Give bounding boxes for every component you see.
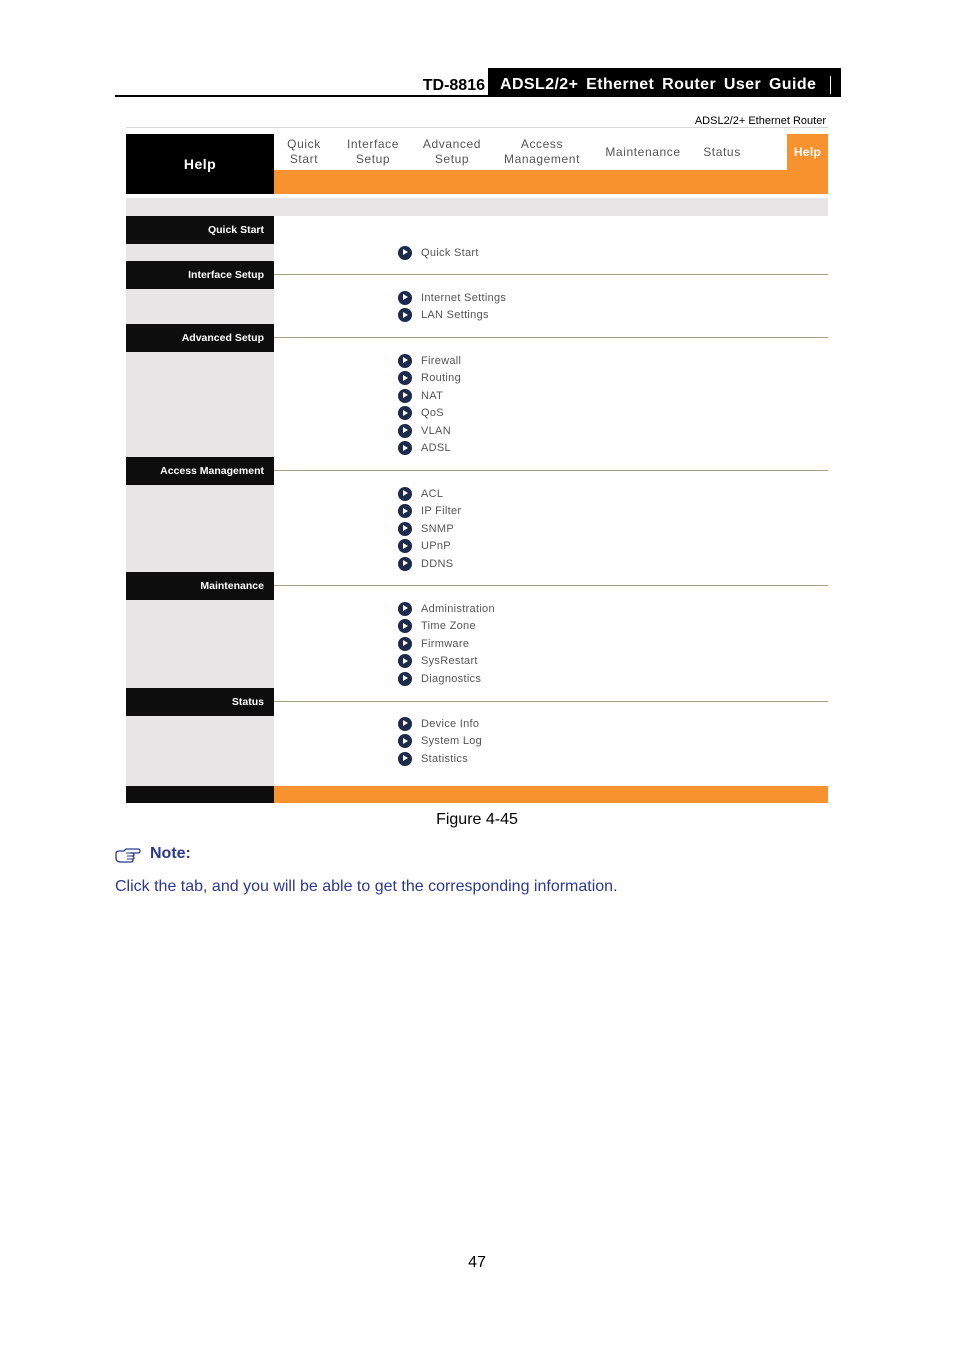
document-header	[115, 68, 841, 98]
document-title-box	[488, 68, 841, 97]
help-link-statistics[interactable]: Statistics	[398, 750, 482, 768]
section-header-maintenance: Maintenance	[126, 572, 274, 600]
arrow-bullet-icon	[398, 522, 412, 536]
header-rule	[115, 95, 841, 97]
top-rule	[126, 127, 828, 128]
arrow-bullet-icon	[398, 539, 412, 553]
section-divider	[274, 585, 828, 586]
tab-status[interactable]: Status	[703, 144, 741, 159]
help-link-acl[interactable]: ACL	[398, 485, 461, 503]
arrow-bullet-icon	[398, 504, 412, 518]
help-links-advanced-setup	[398, 352, 461, 457]
help-links-interface-setup	[398, 289, 506, 324]
main-nav-tabs	[274, 134, 828, 170]
arrow-bullet-icon	[398, 672, 412, 686]
tab-access-management[interactable]: Access Management	[503, 137, 581, 166]
help-link-quick-start[interactable]: Quick Start	[398, 244, 479, 262]
tab-interface-setup[interactable]: Interface Setup	[346, 137, 400, 166]
document-title: ADSL2/2+ Ethernet Router User Guide	[500, 76, 817, 93]
help-links-maintenance	[398, 600, 495, 688]
help-link-ddns[interactable]: DDNS	[398, 555, 461, 573]
arrow-bullet-icon	[398, 389, 412, 403]
section-divider	[274, 701, 828, 702]
arrow-bullet-icon	[398, 354, 412, 368]
section-header-status: Status	[126, 688, 274, 716]
footer-orange-bar	[274, 786, 828, 803]
help-link-administration[interactable]: Administration	[398, 600, 495, 618]
help-link-time-zone[interactable]: Time Zone	[398, 618, 495, 636]
title-divider	[830, 76, 831, 94]
help-link-firewall[interactable]: Firewall	[398, 352, 461, 370]
footer-dark-bar	[126, 786, 274, 803]
help-links-quick-start	[398, 244, 479, 262]
current-section-title: Help	[126, 134, 274, 194]
arrow-bullet-icon	[398, 308, 412, 322]
section-divider	[274, 274, 828, 275]
arrow-bullet-icon	[398, 441, 412, 455]
arrow-bullet-icon	[398, 637, 412, 651]
grey-band	[126, 198, 828, 216]
note-heading	[115, 845, 191, 863]
tab-help[interactable]: Help	[787, 134, 828, 170]
tab-maintenance[interactable]: Maintenance	[605, 144, 681, 159]
note-text: Click the tab, and you will be able to get the corresponding information.	[115, 878, 618, 895]
arrow-bullet-icon	[398, 406, 412, 420]
help-link-diagnostics[interactable]: Diagnostics	[398, 670, 495, 688]
document-model: TD-8816	[422, 77, 485, 94]
help-links-status	[398, 715, 482, 768]
help-link-adsl[interactable]: ADSL	[398, 440, 461, 458]
arrow-bullet-icon	[398, 654, 412, 668]
section-header-access-management: Access Management	[126, 457, 274, 485]
help-link-firmware[interactable]: Firmware	[398, 635, 495, 653]
tab-quick-start[interactable]: Quick Start	[287, 137, 321, 166]
section-header-quick-start: Quick Start	[126, 216, 274, 244]
section-header-advanced-setup: Advanced Setup	[126, 324, 274, 352]
arrow-bullet-icon	[398, 487, 412, 501]
help-link-ip-filter[interactable]: IP Filter	[398, 503, 461, 521]
help-link-vlan[interactable]: VLAN	[398, 422, 461, 440]
help-link-qos[interactable]: QoS	[398, 405, 461, 423]
tab-underline-bar	[274, 170, 828, 194]
section-divider	[274, 337, 828, 338]
help-link-routing[interactable]: Routing	[398, 370, 461, 388]
router-brand: ADSL2/2+ Ethernet Router	[694, 115, 826, 127]
arrow-bullet-icon	[398, 717, 412, 731]
router-ui-screenshot	[126, 112, 828, 803]
arrow-bullet-icon	[398, 619, 412, 633]
help-link-device-info[interactable]: Device Info	[398, 715, 482, 733]
arrow-bullet-icon	[398, 557, 412, 571]
help-link-sysrestart[interactable]: SysRestart	[398, 653, 495, 671]
help-link-upnp[interactable]: UPnP	[398, 538, 461, 556]
help-links-access-management	[398, 485, 461, 573]
note-label: Note:	[150, 845, 191, 862]
help-link-nat[interactable]: NAT	[398, 387, 461, 405]
arrow-bullet-icon	[398, 424, 412, 438]
figure-caption: Figure 4-45	[436, 811, 518, 828]
pointing-hand-icon	[115, 845, 141, 863]
section-header-interface-setup: Interface Setup	[126, 261, 274, 289]
arrow-bullet-icon	[398, 246, 412, 260]
help-link-system-log[interactable]: System Log	[398, 733, 482, 751]
arrow-bullet-icon	[398, 752, 412, 766]
arrow-bullet-icon	[398, 602, 412, 616]
arrow-bullet-icon	[398, 291, 412, 305]
tab-advanced-setup[interactable]: Advanced Setup	[422, 137, 482, 166]
page-number: 47	[468, 1254, 486, 1271]
section-divider	[274, 470, 828, 471]
help-link-internet-settings[interactable]: Internet Settings	[398, 289, 506, 307]
arrow-bullet-icon	[398, 371, 412, 385]
help-link-lan-settings[interactable]: LAN Settings	[398, 307, 506, 325]
help-link-snmp[interactable]: SNMP	[398, 520, 461, 538]
arrow-bullet-icon	[398, 734, 412, 748]
